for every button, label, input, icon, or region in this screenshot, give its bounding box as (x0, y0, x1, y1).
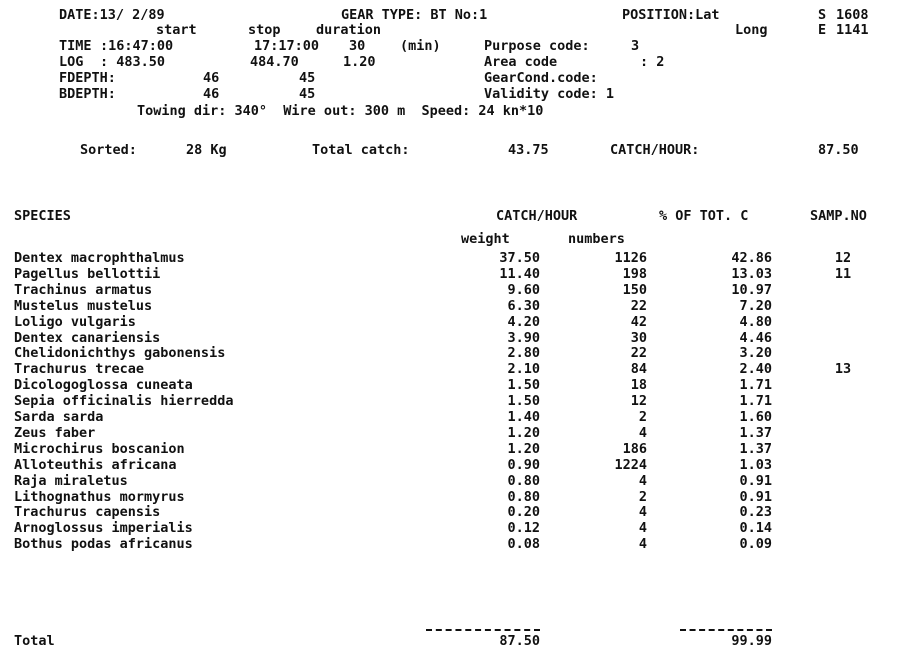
weight-value: 1.50 (507, 393, 540, 409)
numbers-value: 4 (638, 520, 647, 536)
weight-value: 1.40 (507, 409, 540, 425)
bdepth-stop: 45 (299, 86, 316, 102)
pct-value: 42.86 (731, 250, 772, 266)
sorted-label: Sorted: (80, 142, 137, 158)
pct-value: 2.40 (739, 361, 772, 377)
weight-value: 3.90 (507, 330, 540, 346)
time-start: :16:47:00 (100, 38, 174, 54)
species-header: SPECIES (14, 208, 71, 224)
weight-value: 0.20 (507, 504, 540, 520)
purpose-value: 3 (631, 38, 640, 54)
bdepth-start: 46 (203, 86, 220, 102)
total-catch-label: Total catch: (312, 142, 410, 158)
pct-value: 4.80 (739, 314, 772, 330)
weight-value: 0.90 (507, 457, 540, 473)
weight-value: 2.10 (507, 361, 540, 377)
weight-value: 0.80 (507, 473, 540, 489)
species-name: Trachinus armatus (14, 282, 153, 298)
samp-value: 13 (834, 361, 852, 377)
pct-value: 1.60 (739, 409, 772, 425)
lat-value: 1608 (836, 7, 869, 23)
species-name: Trachurus capensis (14, 504, 161, 520)
pct-value: 0.23 (739, 504, 772, 520)
gear-type: GEAR TYPE: BT No:1 (341, 7, 488, 23)
log-stop: 484.70 (250, 54, 299, 70)
pct-value: 0.14 (739, 520, 772, 536)
numbers-value: 4 (638, 504, 647, 520)
total-pct: 99.99 (731, 633, 772, 649)
species-name: Sepia officinalis hierredda (14, 393, 234, 409)
weight-value: 0.80 (507, 489, 540, 505)
pct-value: 0.09 (739, 536, 772, 552)
numbers-value: 2 (638, 409, 647, 425)
samp-header: SAMP.NO (810, 208, 867, 224)
col-start: start (156, 22, 197, 38)
numbers-value: 186 (622, 441, 647, 457)
species-name: Arnoglossus imperialis (14, 520, 193, 536)
species-name: Microchirus boscanion (14, 441, 185, 457)
numbers-value: 22 (630, 298, 647, 314)
purpose-label: Purpose code: (484, 38, 590, 54)
pct-value: 10.97 (731, 282, 772, 298)
time-label: TIME (59, 38, 92, 54)
lat-hemisphere: S (818, 7, 827, 23)
pct-value: 13.03 (731, 266, 772, 282)
numbers-value: 84 (630, 361, 647, 377)
numbers-value: 150 (622, 282, 647, 298)
weight-value: 9.60 (507, 282, 540, 298)
catch-hour-header: CATCH/HOUR (496, 208, 578, 224)
time-stop: 17:17:00 (254, 38, 320, 54)
samp-value: 12 (834, 250, 852, 266)
numbers-value: 198 (622, 266, 647, 282)
col-duration: duration (316, 22, 382, 38)
validity-label: Validity code: 1 (484, 86, 615, 102)
weight-value: 2.80 (507, 345, 540, 361)
species-name: Dicologoglossa cuneata (14, 377, 193, 393)
total-label: Total (14, 633, 55, 649)
catch-hour-value: 87.50 (818, 142, 859, 158)
weight-value: 4.20 (507, 314, 540, 330)
numbers-value: 4 (638, 473, 647, 489)
weight-value: 0.12 (507, 520, 540, 536)
species-name: Loligo vulgaris (14, 314, 136, 330)
catch-hour-label: CATCH/HOUR: (610, 142, 700, 158)
total-weight: 87.50 (499, 633, 540, 649)
numbers-value: 2 (638, 489, 647, 505)
numbers-value: 4 (638, 425, 647, 441)
numbers-value: 18 (630, 377, 647, 393)
pct-value: 3.20 (739, 345, 772, 361)
pct-total-rule (680, 629, 772, 631)
species-name: Sarda sarda (14, 409, 104, 425)
species-name: Pagellus bellottii (14, 266, 161, 282)
weight-value: 6.30 (507, 298, 540, 314)
pct-value: 0.91 (739, 473, 772, 489)
numbers-value: 30 (630, 330, 647, 346)
fdepth-stop: 45 (299, 70, 316, 86)
numbers-value: 22 (630, 345, 647, 361)
weight-value: 1.20 (507, 425, 540, 441)
total-catch-value: 43.75 (508, 142, 549, 158)
date-label: DATE:13/ 2/89 (59, 7, 165, 23)
fdepth-start: 46 (203, 70, 220, 86)
species-name: Lithognathus mormyrus (14, 489, 185, 505)
log-label: LOG (59, 54, 84, 70)
species-name: Alloteuthis africana (14, 457, 177, 473)
species-name: Dentex macrophthalmus (14, 250, 185, 266)
weight-value: 1.50 (507, 377, 540, 393)
numbers-value: 1224 (614, 457, 647, 473)
species-name: Chelidonichthys gabonensis (14, 345, 226, 361)
fdepth-label: FDEPTH: (59, 70, 116, 86)
area-value: : 2 (640, 54, 665, 70)
col-stop: stop (248, 22, 281, 38)
species-name: Trachurus trecae (14, 361, 145, 377)
long-label: Long (735, 22, 768, 38)
samp-value: 11 (834, 266, 852, 282)
species-name: Bothus podas africanus (14, 536, 193, 552)
pct-value: 1.71 (739, 393, 772, 409)
gearcond-label: GearCond.code: (484, 70, 598, 86)
pct-header: % OF TOT. C (659, 208, 749, 224)
weight-value: 1.20 (507, 441, 540, 457)
area-label: Area code (484, 54, 558, 70)
long-value: 1141 (836, 22, 869, 38)
species-name: Zeus faber (14, 425, 96, 441)
pct-value: 7.20 (739, 298, 772, 314)
pct-value: 0.91 (739, 489, 772, 505)
weight-total-rule (426, 629, 540, 631)
pct-value: 1.03 (739, 457, 772, 473)
time-duration: 30 (349, 38, 366, 54)
position-label: POSITION:Lat (622, 7, 720, 23)
bdepth-label: BDEPTH: (59, 86, 116, 102)
pct-value: 1.37 (739, 425, 772, 441)
log-start: : 483.50 (100, 54, 166, 70)
sorted-value: 28 Kg (186, 142, 227, 158)
numbers-value: 1126 (614, 250, 647, 266)
species-name: Mustelus mustelus (14, 298, 153, 314)
time-unit: (min) (400, 38, 441, 54)
species-name: Raja miraletus (14, 473, 128, 489)
pct-value: 1.71 (739, 377, 772, 393)
weight-value: 11.40 (499, 266, 540, 282)
pct-value: 1.37 (739, 441, 772, 457)
long-hemisphere: E (818, 22, 827, 38)
numbers-value: 42 (630, 314, 647, 330)
species-name: Dentex canariensis (14, 330, 161, 346)
numbers-value: 12 (630, 393, 647, 409)
log-duration: 1.20 (343, 54, 376, 70)
pct-value: 4.46 (739, 330, 772, 346)
weight-header: weight (461, 231, 510, 247)
weight-value: 37.50 (499, 250, 540, 266)
towing-info: Towing dir: 340° Wire out: 300 m Speed: 24 kn*10 (137, 103, 544, 119)
numbers-header: numbers (568, 231, 625, 247)
weight-value: 0.08 (507, 536, 540, 552)
numbers-value: 4 (638, 536, 647, 552)
